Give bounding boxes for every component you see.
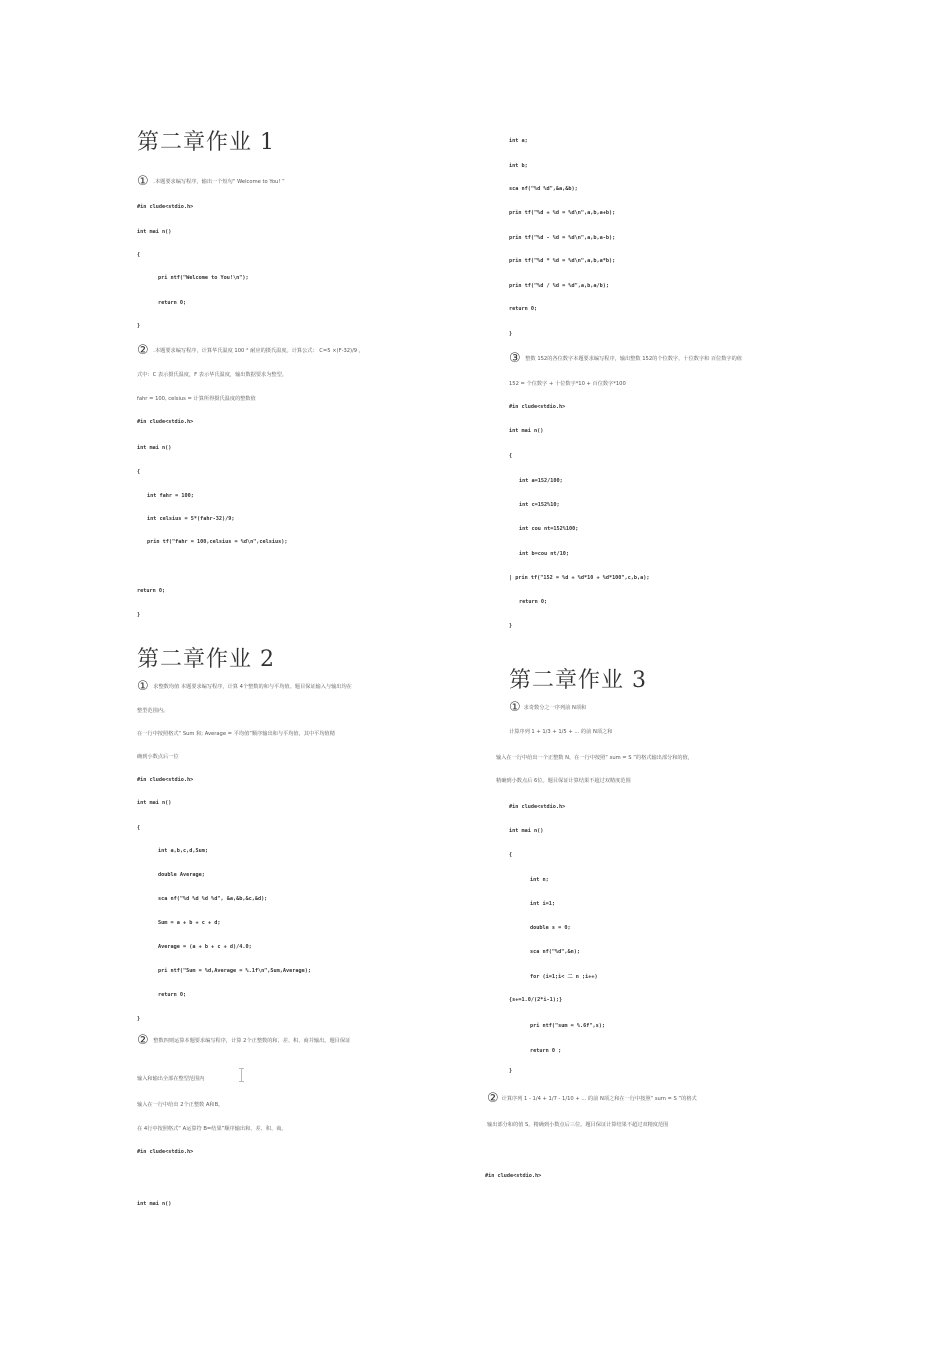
item-number-marker: ② xyxy=(487,1091,499,1106)
code-line xyxy=(137,229,171,236)
line-text: .本题要求编写程序，输出一个短句“ Welcome to You! ” xyxy=(151,179,285,185)
code-line xyxy=(509,828,543,835)
code-line xyxy=(137,493,194,500)
line-text: } xyxy=(509,331,513,337)
text-line xyxy=(137,679,352,694)
line-text: 求整数均值 本题要求编写程序，计算 4个整数的和与平均值。题目保证输入与输出均在 xyxy=(151,684,352,690)
line-text: return 0; xyxy=(137,588,166,594)
code-line xyxy=(137,920,220,927)
code-line xyxy=(509,163,528,170)
line-text: } xyxy=(509,623,513,629)
code-line xyxy=(509,235,615,242)
line-text: int mai n() xyxy=(137,229,172,235)
code-line xyxy=(509,478,563,485)
line-text: Average = (a + b + c + d)/4.0; xyxy=(158,944,252,950)
code-line xyxy=(509,186,578,193)
code-line xyxy=(137,872,205,879)
code-line xyxy=(509,1023,605,1030)
line-text: #in clude<stdio.h> xyxy=(485,1173,542,1179)
line-text: } xyxy=(509,1068,513,1074)
line-text: #in clude<stdio.h> xyxy=(137,1149,194,1155)
line-text: sca nf("%d %d",&a,&b); xyxy=(509,186,578,192)
line-text: 152 = 个位数字 + 十位数字*10 + 百位数字*100 xyxy=(509,381,626,387)
code-line xyxy=(137,323,140,330)
code-line xyxy=(137,588,165,595)
line-text: prin tf("fahr = 100,celsius = %d\n",celsius); xyxy=(147,539,288,545)
line-text: int n; xyxy=(530,877,549,883)
line-text: { xyxy=(137,825,141,831)
code-line xyxy=(137,516,234,523)
code-line xyxy=(137,777,193,784)
line-text: } xyxy=(137,323,141,329)
line-text: int b=cou nt/10; xyxy=(519,551,569,557)
code-line xyxy=(137,992,186,999)
text-line xyxy=(137,1102,223,1109)
code-line xyxy=(509,925,571,932)
line-text: 输入在一行中给出 2个正整数 A和B。 xyxy=(137,1102,224,1108)
code-line xyxy=(509,949,580,956)
line-text: return 0; xyxy=(509,306,538,312)
code-line xyxy=(509,852,512,859)
code-line xyxy=(509,306,537,313)
text-line xyxy=(487,1122,668,1129)
text-line xyxy=(487,1091,697,1106)
line-text: int c=152%10; xyxy=(519,502,560,508)
code-line xyxy=(509,901,555,908)
code-line xyxy=(137,1201,171,1208)
line-text: int a=152/100; xyxy=(519,478,563,484)
line-text: int b; xyxy=(509,163,528,169)
line-text: #in clude<stdio.h> xyxy=(137,419,194,425)
line-text: { xyxy=(509,852,513,858)
text-line xyxy=(509,351,742,366)
item-number-marker: ② xyxy=(137,1033,149,1048)
text-line xyxy=(509,729,612,736)
code-line xyxy=(137,445,171,452)
text-line xyxy=(496,755,693,762)
code-line xyxy=(509,138,528,145)
line-text: { xyxy=(137,469,141,475)
code-line xyxy=(509,526,578,533)
code-line xyxy=(137,800,171,807)
line-text: 求奇数分之一序列前 N项和 xyxy=(523,705,587,711)
line-text: { xyxy=(509,453,513,459)
line-text: int a; xyxy=(509,138,528,144)
code-line xyxy=(137,825,140,832)
line-text: Sum = a + b + c + d; xyxy=(158,920,221,926)
line-text: 整数 152的各位数字本题要求编写程序，输出整数 152的个位数字、十位数字和 百位数字的值 xyxy=(523,356,742,362)
line-text: pri ntf("Welcome to You!\n"); xyxy=(158,275,249,281)
line-text: { xyxy=(137,252,141,258)
line-text: .本题要求编写程序，计算华氏温度 100 ° 耐应的摄氏温度。计算公式： C=5 ×(F-32)/9 ， xyxy=(151,348,364,354)
chapter-heading-2: 第二章作业 2 xyxy=(137,647,275,672)
line-text: #in clude<stdio.h> xyxy=(509,404,566,410)
line-text: 确到小数点后一位 xyxy=(137,754,179,760)
line-text: return 0; xyxy=(519,599,548,605)
text-line xyxy=(137,1076,204,1083)
line-text: double Average; xyxy=(158,872,205,878)
code-line xyxy=(509,258,615,265)
code-line xyxy=(137,300,186,307)
text-line xyxy=(137,343,364,358)
line-text: int celsius = 5*(fahr-32)/9; xyxy=(147,516,235,522)
line-text: 整型范围内。 xyxy=(137,708,169,714)
item-number-marker: ① xyxy=(509,700,521,715)
code-line xyxy=(509,331,512,338)
code-line xyxy=(137,1149,193,1156)
code-line xyxy=(509,575,650,582)
text-line xyxy=(137,708,168,715)
line-text: return 0; xyxy=(158,992,187,998)
line-text: | prin tf("152 = %d + %d*10 + %d*100",c,b,a); xyxy=(509,575,650,581)
text-line xyxy=(496,778,631,785)
code-line xyxy=(137,896,267,903)
code-line xyxy=(137,204,193,211)
item-number-marker: ① xyxy=(137,679,149,694)
code-line xyxy=(509,1068,512,1075)
line-text: #in clude<stdio.h> xyxy=(509,804,566,810)
line-text: int mai n() xyxy=(509,428,544,434)
code-line xyxy=(137,252,140,259)
line-text: } xyxy=(137,612,141,618)
code-line xyxy=(137,848,208,855)
code-line xyxy=(137,1016,140,1023)
item-number-marker: ③ xyxy=(509,351,521,366)
code-line xyxy=(509,1048,561,1055)
line-text: 整数四则运算本题要求编写程序，计算 2个正整数的和、差、积、商并输出。题目保证 xyxy=(151,1038,351,1044)
line-text: {s+=1.0/(2*i-1);} xyxy=(509,997,563,1003)
text-line xyxy=(137,396,256,403)
line-text: pri ntf("sum = %.6f",s); xyxy=(530,1023,605,1029)
code-line xyxy=(509,599,547,606)
code-line xyxy=(509,804,565,811)
line-text: 在一行中按照格式“ Sum 和; Average = 平均值”顺序输出和与平均值，其中平均值精 xyxy=(137,731,335,737)
code-line xyxy=(137,968,311,975)
line-text: prin tf("%d / %d = %d",a,b,a/b); xyxy=(509,283,609,289)
line-text: return 0 ; xyxy=(530,1048,562,1054)
item-number-marker: ② xyxy=(137,343,149,358)
line-text: 计算序列 1 - 1/4 + 1/7 - 1/10 + ... 的前 N项之和在一行中按照“ sum = S ”的格式 xyxy=(501,1096,697,1102)
line-text: sca nf("%d",&n); xyxy=(530,949,580,955)
text-line xyxy=(137,1033,351,1048)
chapter-heading-1: 第二章作业 1 xyxy=(137,130,275,155)
line-text: for (i=1;i< 二 n ;i++) xyxy=(530,974,598,980)
code-line xyxy=(137,275,249,282)
line-text: pri ntf("Sum = %d,Average = %.1f\n",Sum,Average); xyxy=(158,968,312,974)
line-text: fahr = 100, celsius = 计算所得摄氏温度的整数值 xyxy=(137,396,256,402)
line-text: 精确到小数点后 6位。题目保证计算结果不超过双精度范围 xyxy=(496,778,631,784)
line-text: #in clude<stdio.h> xyxy=(137,204,194,210)
line-text: 输入和输出全部在整型范围内 xyxy=(137,1076,205,1082)
code-line xyxy=(137,539,288,546)
line-text: int mai n() xyxy=(509,828,544,834)
code-line xyxy=(509,502,560,509)
code-line xyxy=(137,612,140,619)
text-line xyxy=(137,731,335,738)
line-text: 计算序列 1 + 1/3 + 1/5 + ... 的前 N项之和 xyxy=(509,729,613,735)
line-text: #in clude<stdio.h> xyxy=(137,777,194,783)
code-line xyxy=(509,210,615,217)
line-text: int i=1; xyxy=(530,901,555,907)
text-line xyxy=(137,372,287,379)
text-line xyxy=(509,381,626,388)
line-text: prin tf("%d - %d = %d\n",a,b,a-b); xyxy=(509,235,616,241)
line-text: sca nf("%d %d %d %d", &a,&b,&c,&d); xyxy=(158,896,268,902)
code-line xyxy=(485,1173,541,1180)
code-line xyxy=(509,428,543,435)
line-text: prin tf("%d * %d = %d\n",a,b,a*b); xyxy=(509,258,616,264)
line-text: 输出部分和的值 S，精确到小数点后三位。题目保证计算结果不超过双精度范围 xyxy=(487,1122,669,1128)
line-text: int a,b,c,d,Sum; xyxy=(158,848,208,854)
line-text: int fahr = 100; xyxy=(147,493,194,499)
text-line xyxy=(137,1126,287,1133)
item-number-marker: ① xyxy=(137,174,149,189)
code-line xyxy=(137,944,252,951)
line-text: } xyxy=(137,1016,141,1022)
line-text: int cou nt=152%100; xyxy=(519,526,579,532)
line-text: double s = 0; xyxy=(530,925,571,931)
text-cursor-icon xyxy=(241,1068,242,1082)
code-line xyxy=(509,453,512,460)
code-line xyxy=(509,551,569,558)
code-line xyxy=(137,419,193,426)
line-text: 在 4行中按照格式“ A运算符 B=结果”顺序输出和、差、积、商。 xyxy=(137,1126,287,1132)
code-line xyxy=(509,404,565,411)
code-line xyxy=(509,974,598,981)
line-text: int mai n() xyxy=(137,800,172,806)
chapter-heading-3: 第二章作业 3 xyxy=(509,668,647,693)
line-text: int mai n() xyxy=(137,445,172,451)
code-line xyxy=(137,469,140,476)
text-line xyxy=(509,700,587,715)
code-line xyxy=(509,877,549,884)
line-text: 输入在一行中给出一个正整数 N。在一行中按照“ sum = S ”的格式输出部分和的值， xyxy=(496,755,693,761)
line-text: 式中：C 表示摄氏温度，F 表示华氏温度，输出数据要求为整型。 xyxy=(137,372,287,378)
text-line xyxy=(137,174,285,189)
line-text: prin tf("%d + %d = %d\n",a,b,a+b); xyxy=(509,210,616,216)
code-line xyxy=(509,623,512,630)
text-line xyxy=(137,754,179,761)
line-text: return 0; xyxy=(158,300,187,306)
code-line xyxy=(509,283,609,290)
line-text: int mai n() xyxy=(137,1201,172,1207)
code-line xyxy=(509,997,562,1004)
